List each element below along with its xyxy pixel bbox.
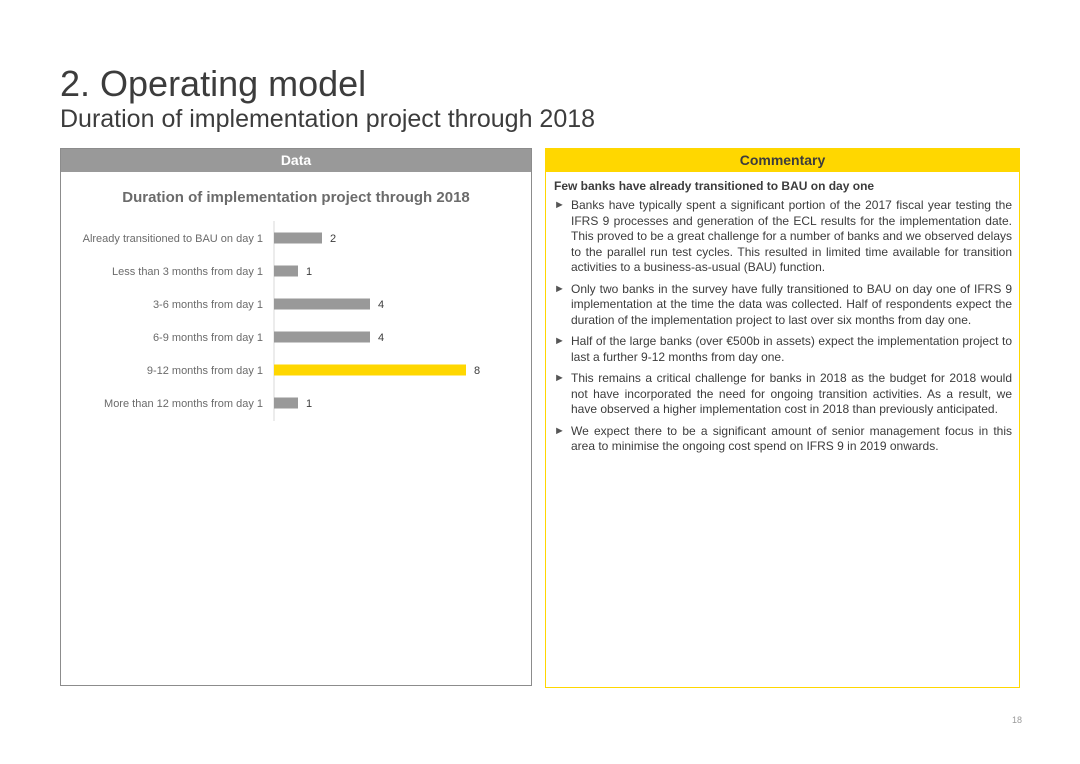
bullet-text: We expect there to be a significant amount of senior management focus in this area to minimise the ongoing cost spend on IFRS 9 in 2019 onwards. — [571, 423, 1012, 453]
commentary-panel — [545, 148, 1020, 688]
bar — [274, 332, 370, 343]
bullet-arrow-icon: ► — [554, 372, 565, 384]
category-label: 6-9 months from day 1 — [152, 332, 263, 344]
bar — [274, 233, 322, 244]
bullet-text: Only two banks in the survey have fully transitioned to BAU on day one of IFRS 9 implementation at the time the data was collected. Half of respondents expect the duration of the implementation project to last over six months from day one. — [571, 281, 1012, 327]
category-label: 9-12 months from day 1 — [146, 365, 263, 377]
commentary-bullet — [554, 371, 1012, 418]
data-panel — [60, 148, 532, 686]
duration-bar-chart — [61, 219, 531, 429]
category-label: 3-6 months from day 1 — [152, 299, 263, 311]
value-label: 2 — [330, 233, 337, 245]
value-label: 4 — [378, 299, 385, 311]
bullet-text: Half of the large banks (over €500b in assets) expect the implementation project to last a further 9-12 months from day one. — [571, 334, 1012, 364]
value-label: 4 — [378, 332, 385, 344]
commentary-bullet — [554, 198, 1012, 276]
value-label: 8 — [474, 365, 481, 377]
commentary-bullets — [554, 198, 1012, 461]
commentary-intro: Few banks have already transitioned to BAU on day one — [554, 179, 875, 193]
bar — [274, 365, 466, 376]
value-label: 1 — [306, 398, 313, 410]
value-label: 1 — [306, 266, 313, 278]
category-label: Already transitioned to BAU on day 1 — [82, 233, 263, 245]
commentary-bullet — [554, 424, 1012, 455]
commentary-bullet — [554, 334, 1012, 365]
bullet-text: Banks have typically spent a significant portion of the 2017 fiscal year testing the IFRS 9 processes and generation of the ECL results for the implementation date. This proved to be a great challenge for a number of banks and we observed delays to the parallel run test cycles. This resulted in limited time available for transition activities to a business-as-usual (BAU) function. — [571, 198, 1012, 274]
bullet-arrow-icon: ► — [554, 424, 565, 437]
bullet-arrow-icon: ► — [554, 335, 565, 347]
bullet-text: This remains a critical challenge for banks in 2018 as the budget for 2018 would not have incorporated the need for ongoing transition activities. As a result, we have observed a higher implementation cost in 2018 than previously anticipated. — [571, 371, 1012, 416]
commentary-panel-header: Commentary — [546, 149, 1019, 172]
bar — [274, 299, 370, 310]
page-title: 2. Operating model — [60, 63, 367, 104]
page-subtitle: Duration of implementation project through 2018 — [60, 105, 596, 133]
page-number: 18 — [1012, 715, 1023, 725]
bar — [274, 398, 298, 409]
category-label: Less than 3 months from day 1 — [111, 266, 263, 278]
commentary-bullet — [554, 282, 1012, 329]
category-label: More than 12 months from day 1 — [104, 398, 263, 410]
chart-title: Duration of implementation project through 2018 — [122, 189, 470, 206]
bullet-arrow-icon: ► — [554, 199, 565, 211]
bar — [274, 266, 298, 277]
bullet-arrow-icon: ► — [554, 282, 565, 295]
data-panel-header: Data — [61, 149, 531, 172]
